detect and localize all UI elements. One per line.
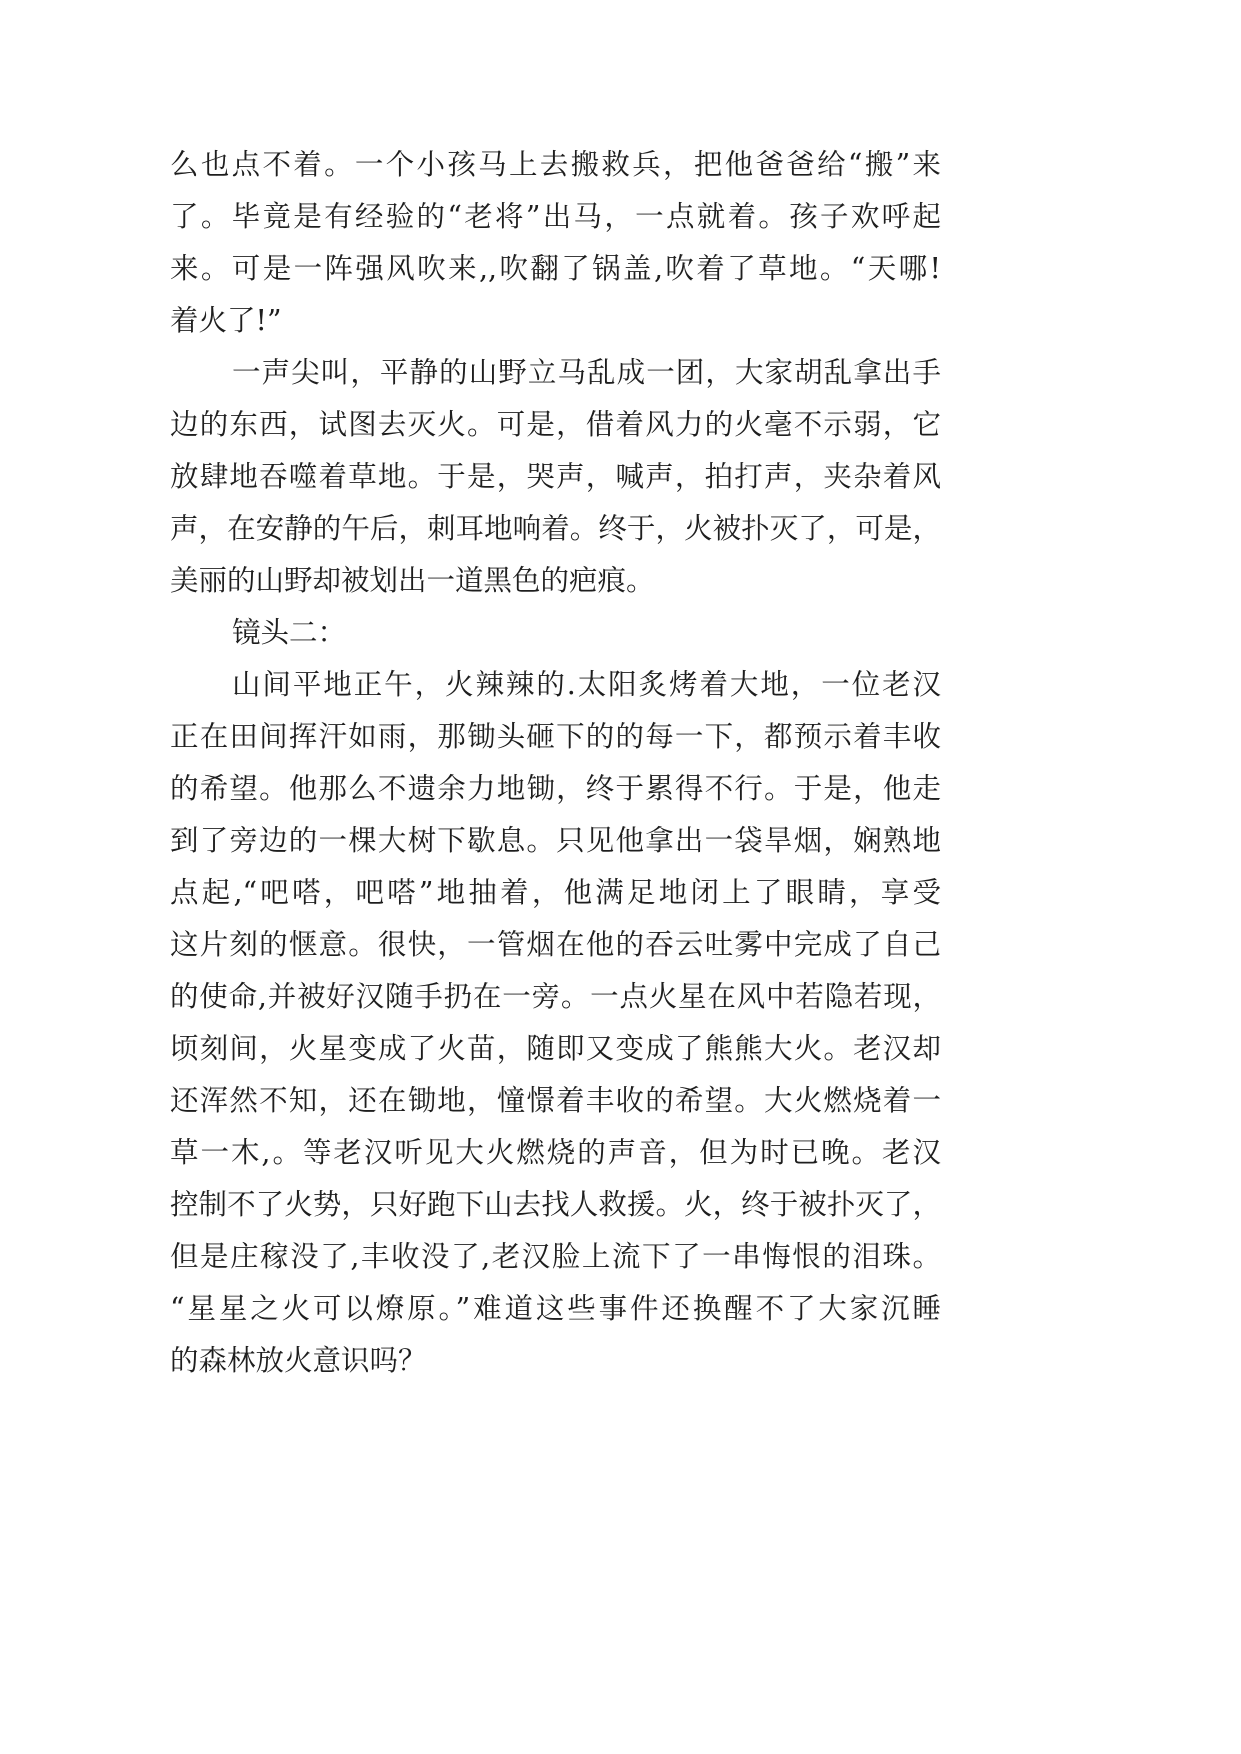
body-text	[170, 139, 941, 1387]
text-line: 的使命,并被好汉随手扔在一旁。一点火星在风中若隐若现，	[170, 980, 941, 1013]
paragraph-continued	[170, 139, 941, 347]
text-line: 一声尖叫，平静的山野立马乱成一团，大家胡乱拿出手	[232, 356, 941, 389]
text-line: “星星之火可以燎原。”难道这些事件还换醒不了大家沉睡	[170, 1292, 941, 1325]
text-line: 了。毕竟是有经验的“老将”出马，一点就着。孩子欢呼起	[170, 200, 941, 233]
text-line: 边的东西，试图去灭火。可是，借着风力的火毫不示弱，它	[170, 408, 941, 441]
text-line: 这片刻的惬意。很快，一管烟在他的吞云吐雾中完成了自己	[170, 928, 941, 961]
text-line: 的森林放火意识吗？	[170, 1344, 427, 1377]
text-line: 还浑然不知，还在锄地，憧憬着丰收的希望。大火燃烧着一	[170, 1084, 941, 1117]
text-line: 草一木,。等老汉听见大火燃烧的声音，但为时已晚。老汉	[170, 1136, 941, 1169]
text-line: 着火了!”	[170, 304, 282, 337]
section-heading	[170, 607, 941, 659]
text-line: 么也点不着。一个小孩马上去搬救兵，把他爸爸给“搬”来	[170, 148, 941, 181]
text-line: 控制不了火势，只好跑下山去找人救援。火，终于被扑灭了，	[170, 1188, 941, 1221]
text-line: 但是庄稼没了,丰收没了,老汉脸上流下了一串悔恨的泪珠。	[170, 1240, 941, 1273]
text-line: 放肆地吞噬着草地。于是，哭声，喊声，拍打声，夹杂着风	[170, 460, 941, 493]
text-line: 的希望。他那么不遗余力地锄，终于累得不行。于是，他走	[170, 772, 941, 805]
text-line: 顷刻间，火星变成了火苗，随即又变成了熊熊大火。老汉却	[170, 1032, 941, 1065]
text-line: 山间平地正午，火辣辣的.太阳炙烤着大地，一位老汉	[232, 668, 941, 701]
text-line: 声，在安静的午后，刺耳地响着。终于，火被扑灭了，可是，	[170, 512, 941, 545]
text-line: 镜头二：	[232, 616, 347, 649]
paragraph-scream	[170, 347, 941, 607]
text-line: 美丽的山野却被划出一道黑色的疤痕。	[170, 564, 655, 597]
paragraph-old-man	[170, 659, 941, 1387]
text-line: 点起,“吧嗒，吧嗒”地抽着，他满足地闭上了眼睛，享受	[170, 876, 941, 909]
text-line: 正在田间挥汗如雨，那锄头砸下的的每一下，都预示着丰收	[170, 720, 941, 753]
text-line: 到了旁边的一棵大树下歇息。只见他拿出一袋旱烟，娴熟地	[170, 824, 941, 857]
text-line: 来。可是一阵强风吹来,,吹翻了锅盖,吹着了草地。“天哪!	[170, 252, 941, 285]
